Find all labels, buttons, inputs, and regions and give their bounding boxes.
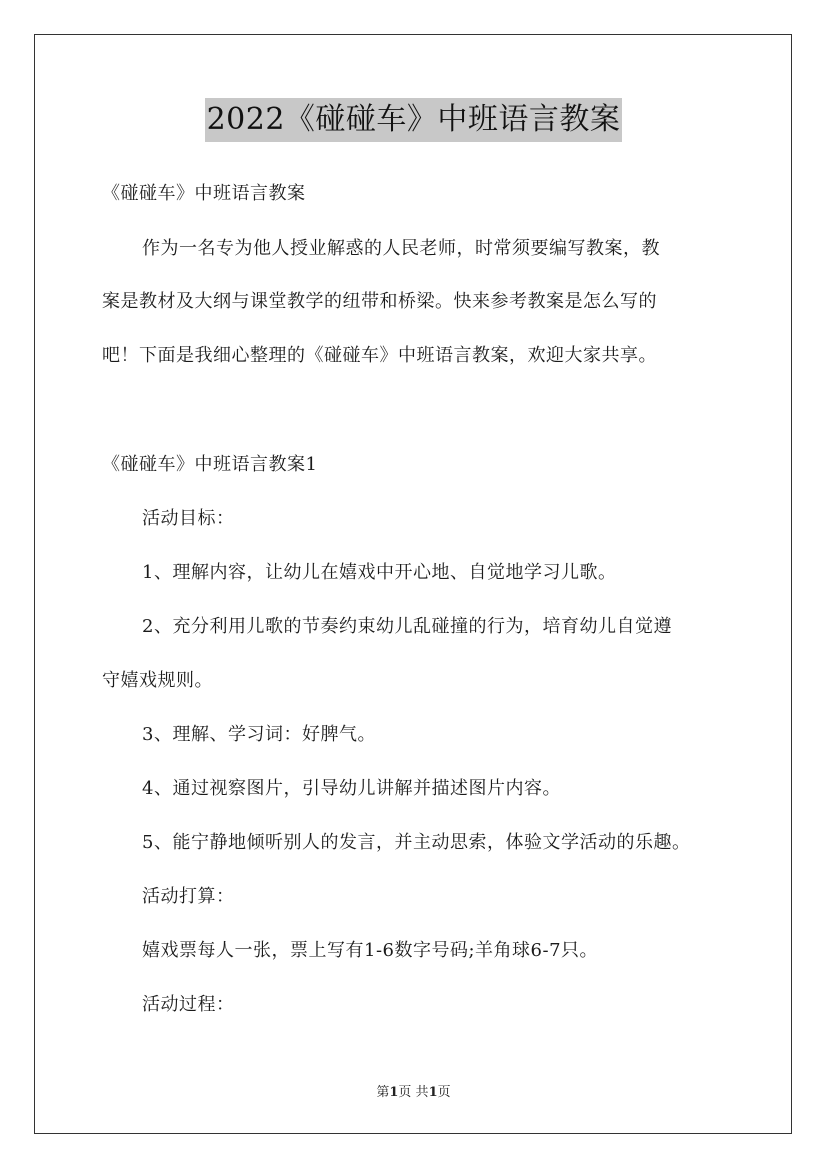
footer-suffix: 页: [437, 1085, 451, 1100]
goal-item-2: 2、充分利用儿歌的节奏约束幼儿乱碰撞的行为，培育幼儿自觉遵: [142, 616, 672, 637]
footer-prefix: 第: [376, 1085, 390, 1100]
footer-total-pages: 1: [428, 1085, 438, 1100]
page-footer: [0, 1084, 827, 1102]
goals-label: 活动目标：: [142, 508, 235, 529]
section-heading: 《碰碰车》中班语言教案1: [102, 454, 318, 475]
document-title: 2022《碰碰车》中班语言教案: [205, 98, 623, 142]
goal-item-3: 3、理解、学习词：好脾气。: [142, 724, 376, 745]
intro-line-1: 作为一名专为他人授业解惑的人民老师，时常须要编写教案，教: [142, 238, 660, 259]
prep-text: 嬉戏票每人一张，票上写有1-6数字号码;羊角球6-7只。: [142, 940, 599, 961]
goal-item-5: 5、能宁静地倾听别人的发言，并主动思索，体验文学活动的乐趣。: [142, 832, 691, 853]
goal-item-2-continued: 守嬉戏规则。: [102, 670, 213, 691]
process-label: 活动过程：: [142, 994, 235, 1015]
document-subtitle: 《碰碰车》中班语言教案: [102, 183, 306, 204]
footer-mid: 页 共: [398, 1085, 429, 1100]
footer-current-page: 1: [389, 1085, 399, 1100]
title-container: [0, 98, 827, 142]
goal-item-4: 4、通过视察图片，引导幼儿讲解并描述图片内容。: [142, 778, 561, 799]
intro-line-3: 吧！下面是我细心整理的《碰碰车》中班语言教案，欢迎大家共享。: [102, 345, 657, 366]
intro-line-2: 案是教材及大纲与课堂教学的纽带和桥梁。快来参考教案是怎么写的: [102, 291, 657, 312]
prep-label: 活动打算：: [142, 886, 235, 907]
goal-item-1: 1、理解内容，让幼儿在嬉戏中开心地、自觉地学习儿歌。: [142, 562, 617, 583]
